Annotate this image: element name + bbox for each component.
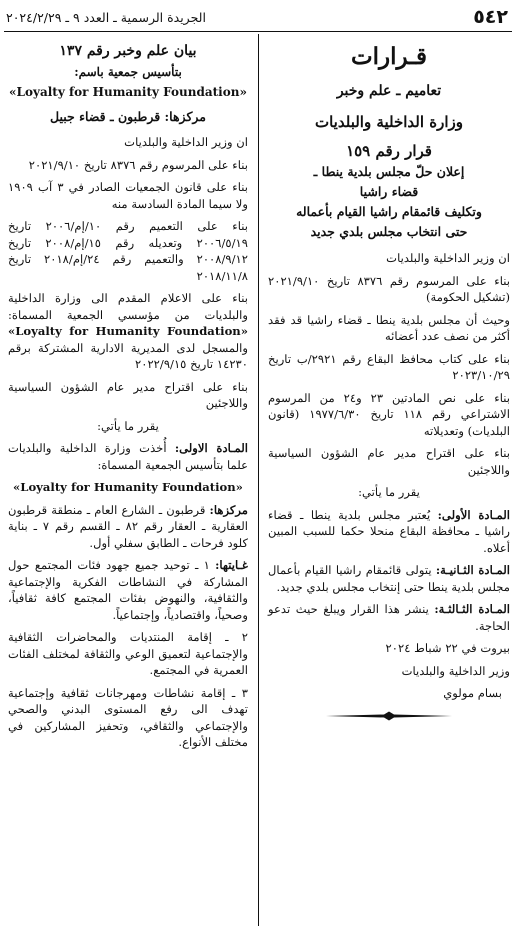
decision-heading-line: وتكليف قائمقام راشيا القيام بأعماله xyxy=(296,204,482,219)
decision-heading-line: إعلان حلّ مجلس بلدية ينطا ـ xyxy=(313,164,465,179)
decides-line: يقرر ما يأتي: xyxy=(358,485,420,499)
association-name: «Loyalty for Humanity Foundation» xyxy=(9,85,247,99)
signer-title: وزير الداخلية والبلديات xyxy=(401,663,510,678)
article-label: المـادة الثـانيـة: xyxy=(435,563,510,577)
paragraph: بناء على المرسوم رقم ٨٣٧٦ تاريخ ٢٠٢١/٩/١٠ (تشكيل الحكومة) xyxy=(268,273,510,304)
association-goals xyxy=(8,557,248,623)
article-label: المـادة الأولى: xyxy=(437,507,510,522)
decision-heading-line: قضاء راشيا xyxy=(359,184,419,199)
article-2 xyxy=(268,562,510,595)
paragraph: ان وزير الداخلية والبلديات xyxy=(386,251,510,265)
ornament-rule-icon xyxy=(324,711,454,721)
decides-line: يقرر ما يأتي: xyxy=(97,418,159,433)
article-3 xyxy=(268,601,510,634)
notice-subtitle: بتأسيس جمعية باسم: xyxy=(74,65,182,79)
article-1 xyxy=(8,440,248,473)
place-date: بيروت في ٢٢ شباط ٢٠٢٤ xyxy=(385,641,510,655)
article-text: يُعتبر مجلس بلدية ينطا ـ قضاء راشيا ـ محافظة البقاع منحلا حكما للسبب المبين أعلاه. xyxy=(268,507,510,555)
association-hq: مركزها: قرطبون ـ قضاء جبيل xyxy=(50,109,206,124)
closing-ornament xyxy=(268,708,510,725)
address-label: مركزها: xyxy=(209,502,248,517)
goals-text: ١ ـ توحيد جميع جهود فئات المجتمع حول المشاركة في النشاطات الفكرية والإجتماعية والثقافية، والنهوض بفئات المجتمع كافة ثقافياً، وصحياً، واقتصادياً، وإجتماعياً. xyxy=(8,558,248,622)
notice-title: بيان علم وخبر رقم ١٣٧ xyxy=(59,43,197,59)
left-column xyxy=(8,40,248,757)
paragraph xyxy=(8,290,248,373)
association-name: «Loyalty for Humanity Foundation» xyxy=(8,324,248,338)
paragraph: بناء على التعميم رقم ١٠/إم/٢٠٠٦ تاريخ ٢٠٠٦/٥/١٩ وتعديله رقم ١٥/إم/٢٠٠٨ تاريخ ٢٠٠٨/٩/١٢ والتعميم رقم ٢٤/إم/٢٠١٨ تاريخ ٢٠١٨/١١/٨ xyxy=(8,219,248,283)
paragraph: ان وزير الداخلية والبلديات xyxy=(124,135,248,149)
section-title: قـرارات xyxy=(351,43,427,70)
article-text: ينشر هذا القرار ويبلغ حيث تدعو الحاجة. xyxy=(268,602,510,633)
publication-info: الجريدة الرسمية ـ العدد ٩ ـ ٢٠٢٤/٢/٢٩ xyxy=(6,10,206,25)
column-divider xyxy=(258,34,259,926)
right-column xyxy=(268,40,510,724)
paragraph: بناء على نص المادتين ٢٣ و٢٤ من المرسوم الاشتراعي رقم ١١٨ تاريخ ١٩٧٧/٦/٣٠ (قانون البلديات) وتعديلاته xyxy=(268,390,510,438)
page-header xyxy=(0,0,516,33)
page-number: ٥٤٢ xyxy=(473,6,508,28)
decision-heading-line: حتى انتخاب مجلس بلدي جديد xyxy=(310,224,468,239)
article-text: أُخذت وزارة الداخلية والبلديات علما بتأسيس الجمعية المسماة: xyxy=(8,441,248,472)
article-1 xyxy=(268,507,510,557)
paragraph: بناء على قانون الجمعيات الصادر في ٣ آب ١٩٠٩ ولا سيما المادة السادسة منه xyxy=(8,180,248,211)
goal-item: ٢ ـ إقامة المنتديات والمحاضرات الثقافية والإجتماعية لتعميق الوعي والثقافة لمختلف الفئات العمرية في المجتمع. xyxy=(8,630,248,677)
association-address xyxy=(8,502,248,552)
paragraph: بناء على اقتراح مدير عام الشؤون السياسية واللاجئين xyxy=(268,446,510,477)
header-rule xyxy=(4,31,512,32)
paragraph-text: بناء على الاعلام المقدم الى وزارة الداخلية والبلديات من مؤسسي الجمعية المسماة: xyxy=(8,291,248,322)
article-label: المـادة الثـالثـة: xyxy=(434,602,510,616)
ministry-title: وزارة الداخلية والبلديات xyxy=(314,113,463,131)
paragraph: بناء على المرسوم رقم ٨٣٧٦ تاريخ ٢٠٢١/٩/١٠ xyxy=(28,157,248,172)
paragraph: بناء على كتاب محافظ البقاع رقم ٢٩٢١/ب تاريخ ٢٠٢٣/١٠/٢٩ xyxy=(268,351,511,382)
article-label: المـادة الاولى: xyxy=(174,441,248,455)
subsection-title: تعاميم ـ علم وخبر xyxy=(336,83,442,99)
paragraph: بناء على اقتراح مدير عام الشؤون السياسية واللاجئين xyxy=(8,379,248,410)
address-text: قرطبون ـ الشارع العام ـ منطقة قرطبون العقارية ـ العقار رقم ٨٢ ـ القسم رقم ٧ ـ بناية كلود فرحات ـ الطابق سفلي أول. xyxy=(8,502,248,550)
goal-item: ٣ ـ إقامة نشاطات ومهرجانات ثقافية وإجتماعية تهدف الى رفع المستوى البدني والصحي والإجتماعي والثقافي، وتحفيز المشاركين في مختلف الأنواع. xyxy=(8,685,248,749)
signer-name: بسام مولوي xyxy=(443,686,502,700)
goals-label: غـايتها: xyxy=(215,558,248,572)
decision-number: قرار رقم ١٥٩ xyxy=(346,142,432,160)
article-text: يتولى قائمقام راشيا القيام بأعمال مجلس بلدية ينطا حتى إنتخاب مجلس بلدي جديد. xyxy=(268,563,510,594)
paragraph: وحيث أن مجلس بلدية ينطا ـ قضاء راشيا قد فقد أكثر من نصف عدد أعضائه xyxy=(268,312,510,343)
paragraph-text: والمسجل لدى المديرية الادارية المشتركة برقم ١٤٢٣٠ تاريخ ٢٠٢٢/٩/١٥ xyxy=(8,340,248,371)
association-name: «Loyalty for Humanity Foundation» xyxy=(13,480,243,494)
